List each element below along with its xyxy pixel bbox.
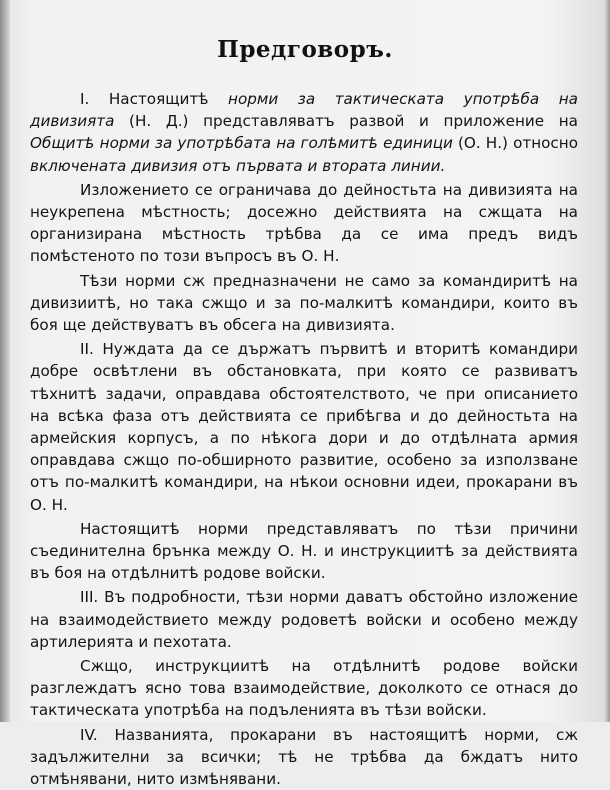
paragraph-8 [30, 724, 578, 790]
text-segment: Настоящитѣ норми представляватъ по тѣзи причини съединителна брънка между О. Н. и инструкциитѣ за действията въ боя на отдѣлнитѣ родове войски. [30, 519, 578, 583]
text-segment-italic: норми за тактическата употрѣба на дивизията [30, 90, 578, 131]
text-segment-italic: Общитѣ норми за употрѣбата на голѣмитѣ единици [30, 134, 453, 153]
text-segment: (О. Н.) относно [452, 134, 579, 153]
paragraph-6 [30, 586, 578, 653]
paragraph-5 [30, 518, 578, 585]
page-title: Предговоръ. [217, 36, 393, 63]
text-segment: II. Нуждата да се държатъ първитѣ и вторитѣ командири добре освѣтлени въ обстановката, при която се развиватъ тѣхнитѣ задачи, оправдава обстоятелството, че при описанието на всѣка фаза отъ действията се прибѣгва и до дейностьта на армейския корпусъ, а по нѣкога дори и до отдѣлната армия оправдава сжщо по-обширното развитие, особено за използване отъ по-малкитѣ командири, на нѣкои основни идеи, прокарани въ О. Н. [30, 340, 578, 514]
text-segment: IV. Названията, прокарани въ настоящитѣ норми, сж задължителни за всички; тѣ не трѣбва да бждатъ нито отмѣнявани, нито измѣнявани. [30, 725, 578, 789]
text-segment-italic: включената дивизия отъ първата и втората линии. [30, 156, 446, 175]
paragraph-3 [30, 270, 578, 337]
text-segment: Тѣзи норми сж предназначени не само за командиритѣ на дивизиитѣ, но така сжщо и за по-малкитѣ командири, които въ боя ще действуватъ въ обсега на дивизията. [30, 271, 578, 335]
text-segment: Изложението се ограничава до дейностьта на дивизията на неукрепена мѣстность; досежно действията на сжщата на организирана мѣстность трѣбва да се има предъ видъ помѣстеното по този въпросъ въ О. Н. [30, 180, 578, 266]
page-edge-left [0, 0, 10, 722]
text-segment: III. Въ подробности, тѣзи норми даватъ обстойно изложение на взаимодействието между родоветѣ войски и особено между артилерията и пехотата. [30, 588, 578, 651]
paragraph-4 [30, 338, 578, 516]
text-segment: Сжщо, инструкциитѣ на отдѣлнитѣ родове войски разглеждатъ ясно това взаимодействие, доколкото се отнася до тактическата употрѣба на подъленията въ тѣзи войски. [30, 657, 578, 720]
text-segment: (Н. Д.) представляватъ развой и приложение на [114, 112, 578, 131]
paragraph-1 [30, 88, 578, 177]
body-text [30, 88, 578, 790]
page-edge-right [604, 0, 610, 722]
paragraph-7 [30, 655, 578, 722]
paragraph-2 [30, 179, 578, 268]
text-segment: I. Настоящитѣ [80, 90, 229, 108]
